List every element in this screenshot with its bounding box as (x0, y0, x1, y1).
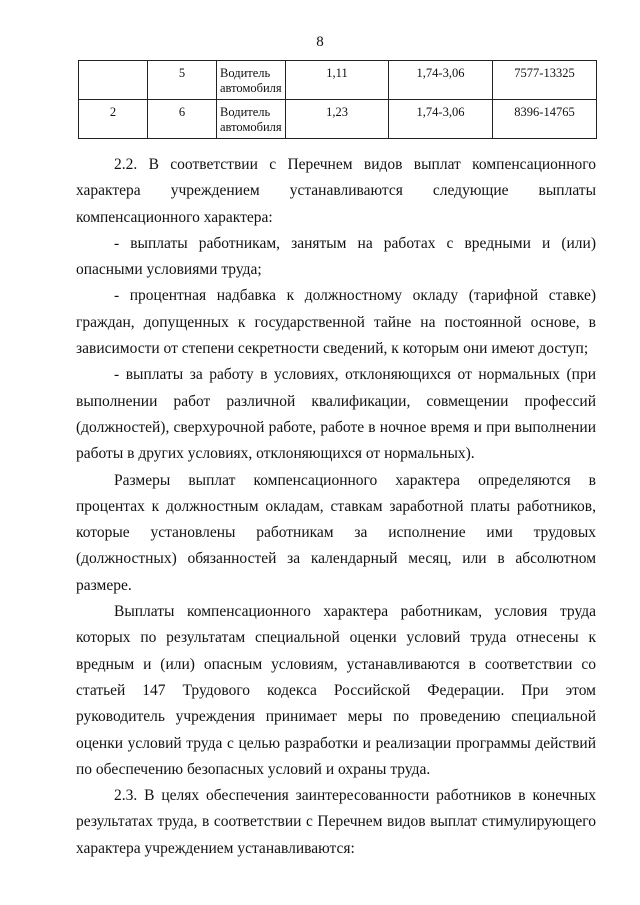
paragraph: Выплаты компенсационного характера работникам, условия труда которых по результатам специальной оценки условий труда отнесены к вредным и (или) опасным условиям, устанавливаются в соответствии со статьей 147 Трудового кодекса Российской Федерации. При этом руководитель учреждения принимает меры по проведению специальной оценки условий труда с целью разработки и реализации программы действий по обеспечению безопасных условий и охраны труда. (76, 603, 596, 778)
table-cell-group (79, 61, 148, 100)
table-cell-group: 2 (79, 100, 148, 139)
list-item: - процентная надбавка к должностному окладу (тарифной ставке) граждан, допущенных к государственной тайне на постоянной основе, в зависимости от степени секретности сведений, к которым они имеют доступ; (76, 287, 596, 358)
table-cell-position: Водитель автомобиля (217, 100, 286, 139)
salary-table (78, 60, 597, 139)
table-cell-salary: 8396-14765 (493, 100, 597, 139)
table-row (79, 61, 597, 100)
page-number: 8 (316, 34, 324, 50)
table-cell-coefficient: 1,11 (286, 61, 389, 100)
body-text (76, 152, 596, 862)
list-item: - выплаты за работу в условиях, отклоняющихся от нормальных (при выполнении работ различной квалификации, совмещении профессий (должностей), сверхурочной работе, работе в ночное время и при выполнении работы в других условиях, отклоняющихся от нормальных). (76, 366, 596, 463)
table-cell-range: 1,74-3,06 (389, 61, 493, 100)
paragraph-2-3: 2.3. В целях обеспечения заинтересованности работников в конечных результатах труда, в соответствии с Перечнем видов выплат стимулирующего характера учреждением устанавливаются: (76, 787, 596, 857)
table-cell-coefficient: 1,23 (286, 100, 389, 139)
table-row (79, 100, 597, 139)
paragraph-2-2: 2.2. В соответствии с Перечнем видов выплат компенсационного характера учреждением устанавливаются следующие выплаты компенсационного характера: (76, 156, 596, 226)
table-cell-position: Водитель автомобиля (217, 61, 286, 100)
table-cell-level: 6 (148, 100, 217, 139)
list-item: - выплаты работникам, занятым на работах с вредными и (или) опасными условиями труда; (76, 234, 596, 279)
paragraph: Размеры выплат компенсационного характера определяются в процентах к должностным окладам, ставкам заработной платы работников, которые установлены работникам за исполнение ими трудовых (должностных) обязанностей за календарный месяц, или в абсолютном размере. (76, 471, 596, 594)
table-cell-range: 1,74-3,06 (389, 100, 493, 139)
table-cell-salary: 7577-13325 (493, 61, 597, 100)
table-cell-level: 5 (148, 61, 217, 100)
